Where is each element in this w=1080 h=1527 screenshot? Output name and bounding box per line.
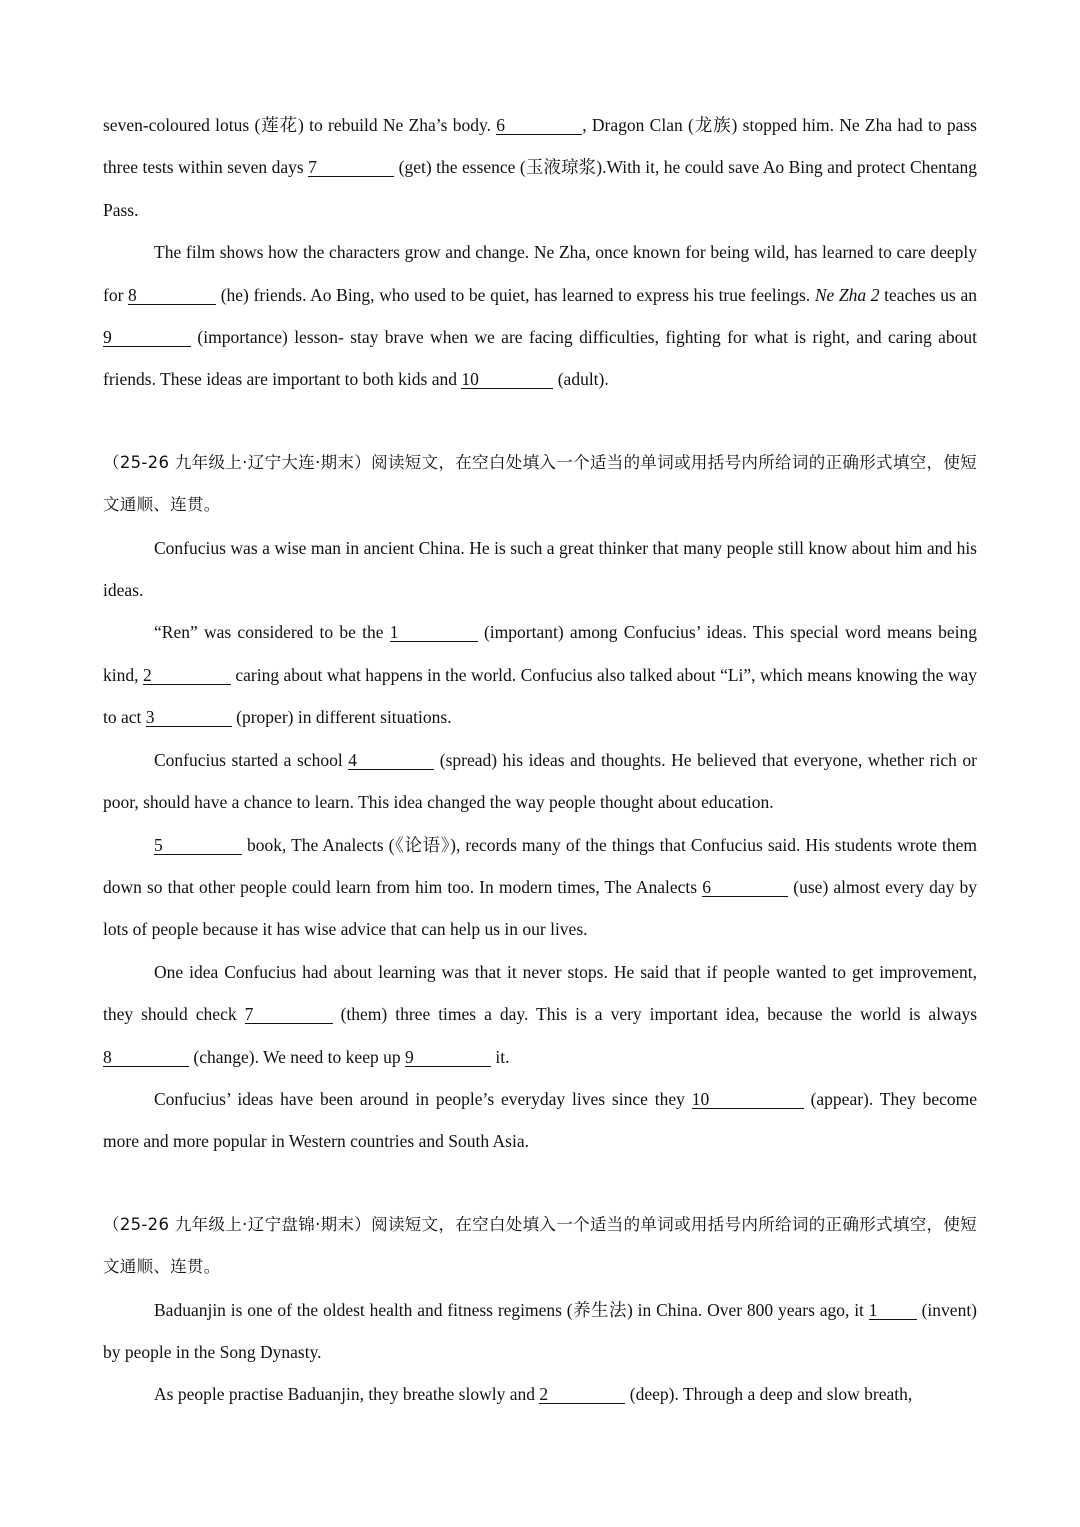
- dalian-section-header: （25-26 九年级上·辽宁大连·期末）阅读短文，在空白处填入一个适当的单词或用括号内所给词的正确形式填空，使短文通顺、连贯。: [103, 452, 977, 515]
- text: “Ren” was considered to be the: [154, 622, 384, 643]
- blank-3[interactable]: 3: [146, 708, 232, 727]
- blank-9[interactable]: 9: [405, 1048, 491, 1067]
- text: (importance) lesson- stay brave when we are facing difficulties, fighting for what is right, and caring about friends. These ideas are important to both kids and: [103, 327, 978, 390]
- blank-1[interactable]: 1: [390, 623, 478, 642]
- text: (he) friends. Ao Bing, who used to be quiet, has learned to express his true feelings.: [220, 284, 811, 305]
- spacer: [103, 1163, 977, 1204]
- text: it.: [495, 1046, 510, 1067]
- text: (use) almost every day by lots of people because it has wise advice that can help us in our lives.: [103, 876, 977, 940]
- film-title: Ne Zha 2: [814, 284, 880, 305]
- text: , Dragon Clan (龙族) stopped him. Ne Zha had to pass three tests within seven days: [103, 115, 977, 178]
- text: (deep). Through a deep and slow breath,: [629, 1384, 913, 1405]
- dalian-paragraph-6: [103, 1078, 977, 1163]
- panjin-paragraph-2: [103, 1373, 977, 1415]
- text: (get) the essence (玉液琼浆).With it, he could save Ao Bing and protect Chentang Pass.: [103, 157, 978, 220]
- blank-10[interactable]: 10: [692, 1090, 804, 1109]
- text: Baduanjin is one of the oldest health and fitness regimens (养生法) in China. Over 800 years ago, it: [154, 1299, 864, 1320]
- panjin-section-header: （25-26 九年级上·辽宁盘锦·期末）阅读短文，在空白处填入一个适当的单词或用括号内所给词的正确形式填空，使短文通顺、连贯。: [103, 1214, 977, 1277]
- blank-6[interactable]: 6: [496, 116, 582, 135]
- text: As people practise Baduanjin, they breathe slowly and: [154, 1384, 536, 1405]
- dalian-paragraph-2: [103, 611, 977, 738]
- dalian-paragraph-5: [103, 951, 977, 1078]
- dalian-paragraph-1: Confucius was a wise man in ancient China. He is such a great thinker that many people still know about him and his ideas.: [103, 537, 977, 601]
- document-page: [103, 104, 977, 1416]
- blank-8[interactable]: 8: [103, 1048, 189, 1067]
- nezha-paragraph-2: [103, 231, 977, 401]
- text: (important) among Confucius’ ideas. This special word means being kind,: [103, 622, 977, 685]
- text: The film shows how the characters grow and change. Ne Zha, once known for being wild, has learned to care deeply for: [103, 242, 977, 305]
- text: One idea Confucius had about learning was that it never stops. He said that if people wanted to get improvement, they should check: [103, 961, 977, 1025]
- text: teaches us an: [884, 284, 978, 305]
- panjin-paragraph-1: [103, 1289, 977, 1374]
- blank-7[interactable]: 7: [308, 158, 394, 177]
- blank-5[interactable]: 5: [154, 836, 242, 855]
- text: Confucius started a school: [154, 749, 343, 770]
- text: caring about what happens in the world. Confucius also talked about “Li”, which means knowing the way to act: [103, 664, 977, 728]
- dalian-paragraph-4: [103, 824, 977, 951]
- text: (change). We need to keep up: [193, 1046, 401, 1067]
- blank-7[interactable]: 7: [245, 1005, 333, 1024]
- blank-8[interactable]: 8: [128, 286, 216, 305]
- blank-6[interactable]: 6: [702, 878, 788, 897]
- nezha-paragraph-1: [103, 104, 977, 231]
- dalian-paragraph-3: [103, 739, 977, 824]
- blank-1[interactable]: 1: [869, 1301, 917, 1320]
- blank-10[interactable]: 10: [461, 370, 553, 389]
- text: seven-coloured lotus (莲花) to rebuild Ne Zha’s body.: [103, 115, 491, 135]
- text: (proper) in different situations.: [236, 707, 452, 728]
- text: (invent) by people in the Song Dynasty.: [103, 1299, 978, 1362]
- text: (adult).: [557, 369, 609, 390]
- spacer: [103, 401, 977, 442]
- text: Confucius’ ideas have been around in people’s everyday lives since they: [154, 1088, 685, 1109]
- blank-2[interactable]: 2: [539, 1385, 625, 1404]
- blank-9[interactable]: 9: [103, 328, 191, 347]
- text: (appear). They become more and more popular in Western countries and South Asia.: [103, 1088, 978, 1152]
- blank-4[interactable]: 4: [348, 751, 434, 770]
- text: (spread) his ideas and thoughts. He believed that everyone, whether rich or poor, should have a chance to learn. This idea changed the way people thought about education.: [103, 749, 977, 813]
- blank-2[interactable]: 2: [143, 666, 231, 685]
- text: (them) three times a day. This is a very important idea, because the world is always: [340, 1004, 978, 1025]
- text: book, The Analects (《论语》), records many of the things that Confucius said. His students wrote them down so that other people could learn from him too. In modern times, The Analects: [103, 834, 978, 897]
